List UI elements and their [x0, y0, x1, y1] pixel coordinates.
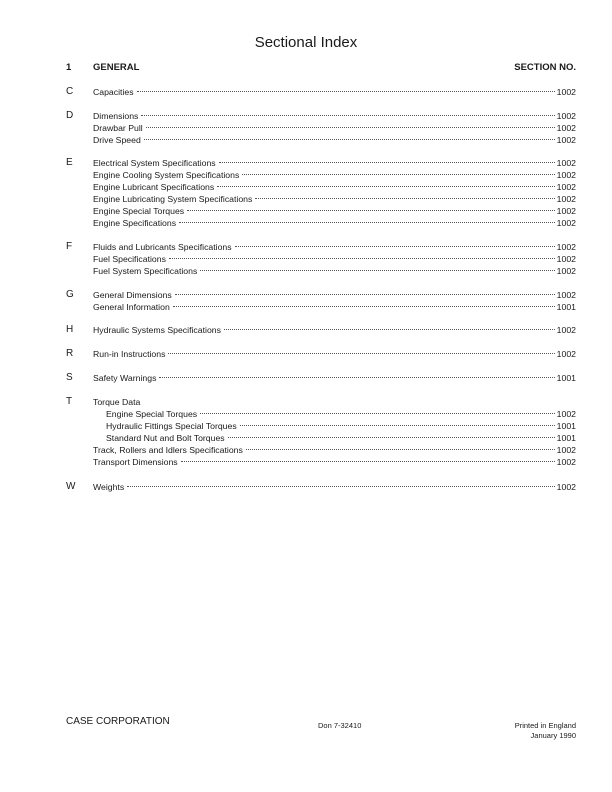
entry-section: 1002: [556, 445, 576, 455]
general-heading: GENERAL: [93, 62, 140, 73]
entry-label: Fuel Specifications: [93, 254, 166, 264]
entry-label: General Dimensions: [93, 290, 172, 300]
group-letter: G: [66, 289, 74, 300]
index-entry: [93, 289, 576, 301]
group-letter: W: [66, 481, 76, 492]
index-entry: [93, 301, 576, 313]
entry-section: 1002: [556, 482, 576, 492]
dot-leader: [246, 448, 555, 450]
dot-leader: [224, 328, 555, 330]
footer-print-info: [515, 721, 576, 741]
entry-section: 1002: [556, 457, 576, 467]
entry-section: 1002: [556, 409, 576, 419]
index-entry: [93, 372, 576, 384]
group-letter: R: [66, 348, 74, 359]
index-entry: [93, 157, 576, 169]
index-entry: [93, 265, 576, 277]
index-entry: [93, 110, 576, 122]
index-entry: [93, 181, 576, 193]
entry-label: Standard Nut and Bolt Torques: [106, 433, 225, 443]
entry-section: 1002: [556, 111, 576, 121]
dot-leader: [181, 460, 555, 462]
entry-section: 1002: [556, 290, 576, 300]
entry-section: 1002: [556, 182, 576, 192]
dot-leader: [168, 352, 554, 354]
index-entry: [93, 253, 576, 265]
entry-label: Engine Lubricant Specifications: [93, 182, 215, 192]
page-title: Sectional Index: [254, 34, 358, 51]
index-entry: [93, 348, 576, 360]
dot-leader: [235, 245, 555, 247]
entry-label: Fuel System Specifications: [93, 266, 198, 276]
dot-leader: [146, 126, 555, 128]
dot-leader: [179, 221, 555, 223]
dot-leader: [141, 114, 554, 116]
index-entry: [93, 205, 576, 217]
dot-leader: [137, 90, 555, 92]
dot-leader: [200, 412, 555, 414]
footer-date: January 1990: [530, 731, 576, 740]
group-letter: T: [66, 396, 73, 407]
dot-leader: [173, 305, 555, 307]
entry-section: 1002: [556, 194, 576, 204]
entry-section: 1002: [556, 349, 576, 359]
entry-label: General Information: [93, 302, 170, 312]
index-entry: [93, 444, 576, 456]
entry-section: 1002: [556, 325, 576, 335]
entry-label: Dimensions: [93, 111, 139, 121]
entry-label: Track, Rollers and Idlers Specifications: [93, 445, 243, 455]
entry-label: Engine Special Torques: [106, 409, 198, 419]
section-no-heading: SECTION NO.: [514, 62, 576, 73]
entry-section: 1002: [556, 158, 576, 168]
group-letter: F: [66, 241, 73, 252]
entry-section: 1002: [556, 170, 576, 180]
entry-label: Torque Data: [93, 397, 141, 407]
entry-label: Fluids and Lubricants Specifications: [93, 242, 232, 252]
entry-label: Engine Lubricating System Specifications: [93, 194, 253, 204]
index-entry: [93, 134, 576, 146]
dot-leader: [200, 269, 554, 271]
index-entry: [93, 169, 576, 181]
footer-printed: Printed in England: [514, 721, 576, 730]
group-letter: H: [66, 324, 74, 335]
group-letter: D: [66, 110, 74, 121]
section-number: 1: [66, 62, 72, 73]
entry-section: 1002: [556, 87, 576, 97]
entry-section: 1001: [556, 433, 576, 443]
entry-section: 1002: [556, 123, 576, 133]
entry-label: Hydraulic Fittings Special Torques: [106, 421, 237, 431]
entry-label: Engine Special Torques: [93, 206, 185, 216]
dot-leader: [240, 424, 555, 426]
entry-section: 1001: [556, 421, 576, 431]
entry-label: Transport Dimensions: [93, 457, 178, 467]
entry-label: Electrical System Specifications: [93, 158, 216, 168]
index-entry: [106, 432, 576, 444]
entry-section: 1002: [556, 206, 576, 216]
entry-label: Capacities: [93, 87, 134, 97]
entry-label: Safety Warnings: [93, 373, 157, 383]
index-entry: [93, 481, 576, 493]
index-entry: [106, 420, 576, 432]
dot-leader: [144, 138, 555, 140]
group-letter: S: [66, 372, 73, 383]
dot-leader: [187, 209, 555, 211]
dot-leader: [242, 173, 554, 175]
entry-label: Drive Speed: [93, 135, 141, 145]
index-entry-heading: [93, 396, 576, 408]
entry-label: Engine Specifications: [93, 218, 177, 228]
index-entry: [93, 86, 576, 98]
dot-leader: [217, 185, 554, 187]
footer-company: CASE CORPORATION: [66, 716, 170, 727]
dot-leader: [175, 293, 555, 295]
entry-label: Drawbar Pull: [93, 123, 143, 133]
index-entry: [93, 456, 576, 468]
entry-section: 1002: [556, 218, 576, 228]
entry-section: 1001: [556, 373, 576, 383]
group-letter: C: [66, 86, 74, 97]
dot-leader: [219, 161, 555, 163]
entry-label: Hydraulic Systems Specifications: [93, 325, 221, 335]
footer-doc-number: Don 7-32410: [318, 721, 362, 730]
dot-leader: [159, 376, 554, 378]
entry-section: 1002: [556, 254, 576, 264]
index-entry: [93, 217, 576, 229]
dot-leader: [169, 257, 555, 259]
entry-label: Engine Cooling System Specifications: [93, 170, 240, 180]
dot-leader: [127, 485, 554, 487]
entry-label: Weights: [93, 482, 125, 492]
entry-label: Run-in Instructions: [93, 349, 166, 359]
entry-section: 1002: [556, 242, 576, 252]
entry-section: 1001: [556, 302, 576, 312]
index-entry: [106, 408, 576, 420]
group-letter: E: [66, 157, 73, 168]
dot-leader: [255, 197, 554, 199]
index-entry: [93, 122, 576, 134]
index-entry: [93, 193, 576, 205]
entry-section: 1002: [556, 266, 576, 276]
dot-leader: [228, 436, 555, 438]
index-entry: [93, 324, 576, 336]
index-entry: [93, 241, 576, 253]
entry-section: 1002: [556, 135, 576, 145]
